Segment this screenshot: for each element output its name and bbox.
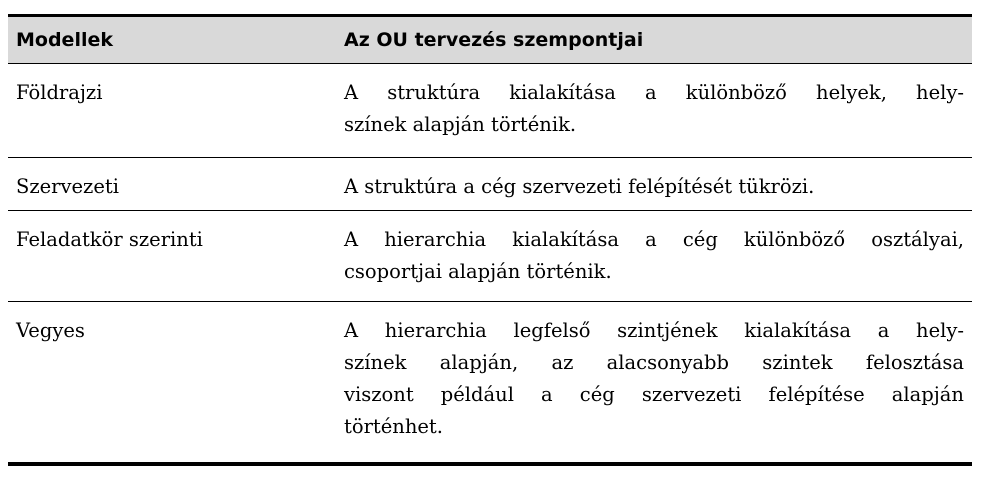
- description-line: történhet.: [344, 415, 443, 438]
- description-line: A hierarchia legfelső szintjének kialakítása a hely-: [344, 319, 964, 342]
- description-line: színek alapján történik.: [344, 113, 577, 136]
- description-line: A struktúra a cég szervezeti felépítését tükrözi.: [344, 175, 815, 198]
- header-models: Modellek: [16, 29, 113, 51]
- table-row: [8, 211, 972, 302]
- table-row: [8, 64, 972, 158]
- table-bottom-rule: [8, 462, 972, 466]
- description-line: A struktúra kialakítása a különböző helyek, hely-: [344, 81, 964, 104]
- table-row: [8, 302, 972, 462]
- table-row: [8, 158, 972, 211]
- description-line: A hierarchia kialakítása a cég különböző osztályai,: [344, 228, 964, 251]
- description-line: viszont például a cég szervezeti felépítése alapján: [344, 383, 964, 406]
- description-line: színek alapján, az alacsonyabb szintek felosztása: [344, 351, 964, 374]
- model-description: [335, 211, 972, 301]
- ou-design-table: [8, 14, 972, 466]
- model-description: [335, 158, 972, 210]
- description-line: csoportjai alapján történik.: [344, 260, 612, 283]
- model-name: Földrajzi: [16, 81, 103, 104]
- model-description: [335, 302, 972, 462]
- model-name: Feladatkör szerinti: [16, 228, 203, 251]
- model-name: Vegyes: [16, 319, 85, 342]
- model-description: [335, 64, 972, 157]
- model-name: Szervezeti: [16, 175, 119, 198]
- table-header-row: [8, 17, 972, 64]
- header-ou-design-aspects: Az OU tervezés szempontjai: [344, 29, 644, 51]
